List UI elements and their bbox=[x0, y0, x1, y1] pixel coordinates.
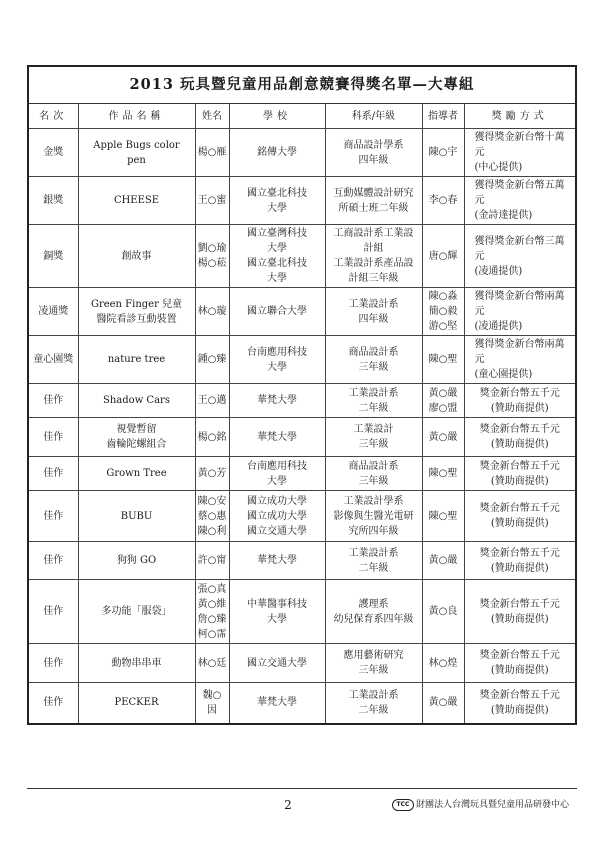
award-cell: 獎金新台幣五千元 (贊助商提供) bbox=[464, 491, 575, 542]
work-cell: 狗狗 GO bbox=[78, 542, 195, 580]
tcc-logo-icon: TCC bbox=[392, 799, 414, 811]
advisor-cell: 陳○聖 bbox=[422, 457, 464, 491]
advisor-cell: 黃○嚴 廖○盟 bbox=[422, 384, 464, 418]
name-cell: 黃○芳 bbox=[195, 457, 229, 491]
work-cell: 視覺暫留 齒輪陀螺組合 bbox=[78, 418, 195, 457]
header-rank: 名次 bbox=[29, 104, 78, 129]
table-row bbox=[29, 129, 575, 177]
name-cell: 許○甯 bbox=[195, 542, 229, 580]
name-cell: 王○邁 bbox=[195, 384, 229, 418]
header-work: 作品名稱 bbox=[78, 104, 195, 129]
award-cell: 獲得獎金新台幣三萬元 (凌通提供) bbox=[464, 225, 575, 288]
organization-credit bbox=[392, 797, 569, 811]
work-cell: 多功能「服袋」 bbox=[78, 580, 195, 644]
table-row bbox=[29, 336, 575, 384]
work-cell: PECKER bbox=[78, 683, 195, 723]
dept-cell: 應用藝術研究 三年級 bbox=[325, 644, 422, 683]
dept-cell: 工業設計系 二年級 bbox=[325, 384, 422, 418]
header-dept: 科系/年級 bbox=[325, 104, 422, 129]
school-cell: 華梵大學 bbox=[229, 418, 325, 457]
name-cell: 張○真 黃○維 詹○臻 柯○霈 bbox=[195, 580, 229, 644]
award-cell: 獎金新台幣五千元 (贊助商提供) bbox=[464, 580, 575, 644]
dept-cell: 商品設計系 三年級 bbox=[325, 457, 422, 491]
dept-cell: 工商設計系工業設 計組 工業設計系產品設 計組三年級 bbox=[325, 225, 422, 288]
work-cell: CHEESE bbox=[78, 177, 195, 225]
dept-cell: 護理系 幼兒保育系四年級 bbox=[325, 580, 422, 644]
name-cell: 王○蜜 bbox=[195, 177, 229, 225]
advisor-cell: 唐○輝 bbox=[422, 225, 464, 288]
name-cell: 林○廷 bbox=[195, 644, 229, 683]
page-footer bbox=[0, 784, 605, 834]
school-cell: 台南應用科技 大學 bbox=[229, 457, 325, 491]
work-cell: BUBU bbox=[78, 491, 195, 542]
advisor-cell: 黃○良 bbox=[422, 580, 464, 644]
rank-cell: 佳作 bbox=[29, 644, 78, 683]
name-cell: 鍾○臻 bbox=[195, 336, 229, 384]
table-row bbox=[29, 457, 575, 491]
header-school: 學校 bbox=[229, 104, 325, 129]
school-cell: 銘傳大學 bbox=[229, 129, 325, 177]
rank-cell: 佳作 bbox=[29, 418, 78, 457]
name-cell: 楊○雁 bbox=[195, 129, 229, 177]
school-cell: 台南應用科技 大學 bbox=[229, 336, 325, 384]
award-cell: 獎金新台幣五千元 (贊助商提供) bbox=[464, 384, 575, 418]
footer-divider bbox=[27, 788, 577, 789]
school-cell: 國立臺灣科技 大學 國立臺北科技 大學 bbox=[229, 225, 325, 288]
school-cell: 國立交通大學 bbox=[229, 644, 325, 683]
dept-cell: 工業設計系 四年級 bbox=[325, 288, 422, 336]
advisor-cell: 陳○聖 bbox=[422, 336, 464, 384]
award-cell: 獲得獎金新台幣兩萬元 (童心園提供) bbox=[464, 336, 575, 384]
school-cell: 國立臺北科技 大學 bbox=[229, 177, 325, 225]
dept-cell: 工業設計 三年級 bbox=[325, 418, 422, 457]
table-row bbox=[29, 225, 575, 288]
school-cell: 華梵大學 bbox=[229, 542, 325, 580]
table-header-row bbox=[29, 104, 575, 129]
name-cell: 林○璇 bbox=[195, 288, 229, 336]
dept-cell: 工業設計系 二年級 bbox=[325, 683, 422, 723]
advisor-cell: 陳○聖 bbox=[422, 491, 464, 542]
table-row bbox=[29, 542, 575, 580]
work-cell: Grown Tree bbox=[78, 457, 195, 491]
award-cell: 獎金新台幣五千元 (贊助商提供) bbox=[464, 418, 575, 457]
work-cell: 創故事 bbox=[78, 225, 195, 288]
advisor-cell: 陳○宇 bbox=[422, 129, 464, 177]
dept-cell: 商品設計學系 四年級 bbox=[325, 129, 422, 177]
school-cell: 華梵大學 bbox=[229, 384, 325, 418]
table-row bbox=[29, 288, 575, 336]
table-row bbox=[29, 177, 575, 225]
table-row bbox=[29, 644, 575, 683]
advisor-cell: 黃○嚴 bbox=[422, 542, 464, 580]
award-cell: 獲得獎金新台幣五萬元 (金詩達提供) bbox=[464, 177, 575, 225]
dept-cell: 工業設計學系 影像與生醫光電研 究所四年級 bbox=[325, 491, 422, 542]
work-cell: nature tree bbox=[78, 336, 195, 384]
school-cell: 華梵大學 bbox=[229, 683, 325, 723]
school-cell: 中華醫事科技 大學 bbox=[229, 580, 325, 644]
name-cell: 劉○瑜 楊○菘 bbox=[195, 225, 229, 288]
rank-cell: 凌通獎 bbox=[29, 288, 78, 336]
document-title: 2013 玩具暨兒童用品創意競賽得獎名單—大專組 bbox=[29, 67, 575, 104]
advisor-cell: 陳○淼 簡○毅 游○堅 bbox=[422, 288, 464, 336]
award-cell: 獎金新台幣五千元 (贊助商提供) bbox=[464, 542, 575, 580]
header-advisor: 指導者 bbox=[422, 104, 464, 129]
dept-cell: 工業設計系 二年級 bbox=[325, 542, 422, 580]
work-cell: Shadow Cars bbox=[78, 384, 195, 418]
dept-cell: 商品設計系 三年級 bbox=[325, 336, 422, 384]
work-cell: Apple Bugs color pen bbox=[78, 129, 195, 177]
award-table bbox=[29, 104, 575, 723]
award-cell: 獎金新台幣五千元 (贊助商提供) bbox=[464, 683, 575, 723]
award-cell: 獲得獎金新台幣十萬元 (中心提供) bbox=[464, 129, 575, 177]
award-cell: 獎金新台幣五千元 (贊助商提供) bbox=[464, 457, 575, 491]
dept-cell: 互動媒體設計研究 所碩士班二年級 bbox=[325, 177, 422, 225]
rank-cell: 佳作 bbox=[29, 542, 78, 580]
rank-cell: 佳作 bbox=[29, 384, 78, 418]
advisor-cell: 林○煌 bbox=[422, 644, 464, 683]
award-cell: 獲得獎金新台幣兩萬元 (凌通提供) bbox=[464, 288, 575, 336]
table-row bbox=[29, 580, 575, 644]
work-cell: Green Finger 兒童 醫院看診互動裝置 bbox=[78, 288, 195, 336]
header-name: 姓名 bbox=[195, 104, 229, 129]
name-cell: 楊○銘 bbox=[195, 418, 229, 457]
header-award: 獎勵方式 bbox=[464, 104, 575, 129]
rank-cell: 童心園獎 bbox=[29, 336, 78, 384]
advisor-cell: 黃○嚴 bbox=[422, 418, 464, 457]
rank-cell: 佳作 bbox=[29, 580, 78, 644]
page-number: 2 bbox=[284, 798, 292, 812]
rank-cell: 銀獎 bbox=[29, 177, 78, 225]
rank-cell: 銅獎 bbox=[29, 225, 78, 288]
award-cell: 獎金新台幣五千元 (贊助商提供) bbox=[464, 644, 575, 683]
advisor-cell: 黃○嚴 bbox=[422, 683, 464, 723]
table-row bbox=[29, 418, 575, 457]
table-row bbox=[29, 683, 575, 723]
award-table-frame bbox=[27, 65, 577, 725]
rank-cell: 佳作 bbox=[29, 683, 78, 723]
school-cell: 國立聯合大學 bbox=[229, 288, 325, 336]
name-cell: 魏○ 因 bbox=[195, 683, 229, 723]
table-row bbox=[29, 491, 575, 542]
rank-cell: 佳作 bbox=[29, 457, 78, 491]
rank-cell: 佳作 bbox=[29, 491, 78, 542]
advisor-cell: 李○春 bbox=[422, 177, 464, 225]
work-cell: 動物串串車 bbox=[78, 644, 195, 683]
name-cell: 陳○安 蔡○惠 陳○利 bbox=[195, 491, 229, 542]
rank-cell: 金獎 bbox=[29, 129, 78, 177]
organization-name: 財團法人台灣玩具暨兒童用品研發中心 bbox=[416, 800, 570, 810]
table-row bbox=[29, 384, 575, 418]
school-cell: 國立成功大學 國立成功大學 國立交通大學 bbox=[229, 491, 325, 542]
